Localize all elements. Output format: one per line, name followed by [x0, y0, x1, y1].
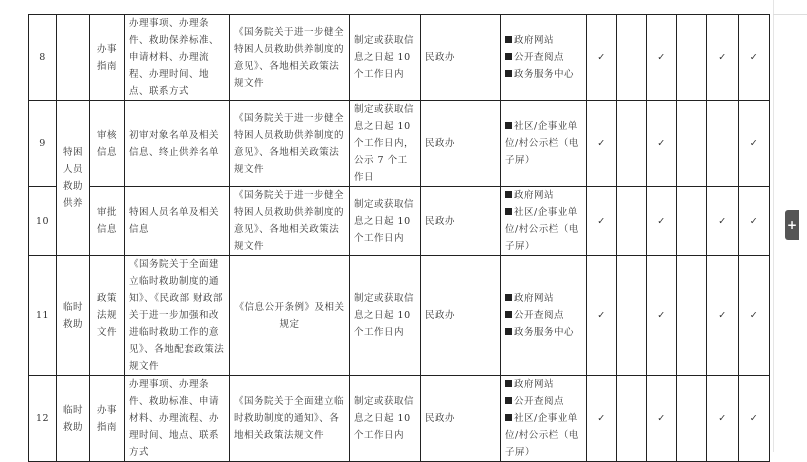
square-bullet-icon — [505, 36, 512, 43]
check-icon: ✓ — [587, 101, 617, 187]
table-row — [29, 187, 770, 256]
time-limit-cell: 制定或获取信息之日起 10 个工作日内 — [350, 256, 421, 376]
check-icon: ✓ — [739, 376, 770, 462]
row-number: 11 — [29, 256, 57, 376]
table-row — [29, 256, 770, 376]
disclosure-table — [28, 14, 770, 462]
channels-cell — [501, 101, 587, 187]
content-cell: 办理事项、办理条件、救助标准、申请材料、办理流程、办理时间、地点、联系方式 — [125, 376, 230, 462]
table-row — [29, 15, 770, 101]
check-icon: ✓ — [739, 15, 770, 101]
subcategory-cell: 审核信息 — [90, 101, 125, 187]
channel-item: 政府网站 — [505, 290, 582, 307]
check-cell — [677, 256, 707, 376]
square-bullet-icon — [505, 397, 512, 404]
check-cell — [617, 101, 647, 187]
basis-cell: 《国务院关于全面建立临时救助制度的通知》、各地相关政策法规文件 — [230, 376, 350, 462]
basis-cell: 《国务院关于进一步健全特困人员救助供养制度的意见》、各地相关政策法规文件 — [230, 15, 350, 101]
department-cell: 民政办 — [421, 256, 501, 376]
category-cell — [57, 15, 90, 101]
square-bullet-icon — [505, 208, 512, 215]
department-cell: 民政办 — [421, 15, 501, 101]
check-icon: ✓ — [707, 376, 739, 462]
page-edge — [773, 0, 774, 452]
check-icon: ✓ — [587, 15, 617, 101]
row-number: 8 — [29, 15, 57, 101]
check-icon: ✓ — [707, 187, 739, 256]
subcategory-cell: 办事指南 — [90, 15, 125, 101]
check-cell — [677, 187, 707, 256]
content-cell: 初审对象名单及相关信息、终止供养名单 — [125, 101, 230, 187]
check-cell — [617, 256, 647, 376]
side-expand-tab[interactable]: + — [785, 210, 799, 240]
channel-item: 社区/企事业单位/村公示栏（电子屏） — [505, 121, 579, 166]
square-bullet-icon — [505, 311, 512, 318]
department-cell: 民政办 — [421, 376, 501, 462]
check-cell — [677, 15, 707, 101]
row-number: 9 — [29, 101, 57, 187]
check-cell — [617, 376, 647, 462]
check-icon: ✓ — [587, 187, 617, 256]
channels-cell — [501, 376, 587, 462]
check-icon: ✓ — [647, 15, 677, 101]
channels-cell — [501, 15, 587, 101]
square-bullet-icon — [505, 53, 512, 60]
check-cell — [677, 376, 707, 462]
check-cell — [677, 101, 707, 187]
row-number: 12 — [29, 376, 57, 462]
page-rule — [773, 14, 807, 15]
check-icon: ✓ — [707, 256, 739, 376]
row-number: 10 — [29, 187, 57, 256]
channel-item: 社区/企事业单位/村公示栏（电子屏） — [505, 413, 579, 458]
basis-cell: 《国务院关于进一步健全特困人员救助供养制度的意见》、各地相关政策法规文件 — [230, 101, 350, 187]
department-cell: 民政办 — [421, 187, 501, 256]
check-icon: ✓ — [647, 376, 677, 462]
check-icon: ✓ — [739, 187, 770, 256]
square-bullet-icon — [505, 328, 512, 335]
check-icon: ✓ — [739, 101, 770, 187]
time-limit-cell: 制定或获取信息之日起 10 个工作日内 — [350, 376, 421, 462]
category-cell: 临时救助 — [57, 376, 90, 462]
square-bullet-icon — [505, 414, 512, 421]
channel-item: 政府网站 — [505, 187, 582, 204]
square-bullet-icon — [505, 294, 512, 301]
channels-cell — [501, 187, 587, 256]
check-icon: ✓ — [587, 256, 617, 376]
channel-item: 公开查阅点 — [505, 307, 582, 324]
check-cell — [617, 15, 647, 101]
basis-cell: 《信息公开条例》及相关规定 — [230, 256, 350, 376]
square-bullet-icon — [505, 122, 512, 129]
channel-item: 社区/企事业单位/村公示栏（电子屏） — [505, 207, 579, 252]
department-cell: 民政办 — [421, 101, 501, 187]
table-row — [29, 101, 770, 187]
check-icon: ✓ — [647, 256, 677, 376]
time-limit-cell: 制定或获取信息之日起 10 个工作日内，公示 7 个工作日 — [350, 101, 421, 187]
check-cell — [617, 187, 647, 256]
table-row — [29, 376, 770, 462]
time-limit-cell: 制定或获取信息之日起 10 个工作日内 — [350, 15, 421, 101]
channel-item: 政务服务中心 — [505, 66, 582, 83]
check-icon: ✓ — [739, 256, 770, 376]
channels-cell — [501, 256, 587, 376]
channel-item: 政务服务中心 — [505, 324, 582, 341]
content-cell: 特困人员名单及相关信息 — [125, 187, 230, 256]
channel-item: 公开查阅点 — [505, 49, 582, 66]
subcategory-cell: 政策法规文件 — [90, 256, 125, 376]
category-cell: 临时救助 — [57, 256, 90, 376]
content-cell: 《国务院关于全面建立临时救助制度的通知》、《民政部 财政部关于进一步加强和改进临时救助工作的意见》、各地配套政策法规文件 — [125, 256, 230, 376]
check-icon: ✓ — [647, 187, 677, 256]
channel-item: 政府网站 — [505, 376, 582, 393]
channel-item: 公开查阅点 — [505, 393, 582, 410]
check-icon: ✓ — [707, 15, 739, 101]
basis-cell: 《国务院关于进一步健全特困人员救助供养制度的意见》、各地相关政策法规文件 — [230, 187, 350, 256]
check-icon: ✓ — [587, 376, 617, 462]
content-cell: 办理事项、办理条件、救助保养标准、申请材料、办理流程、办理时间、地点、联系方式 — [125, 15, 230, 101]
check-cell — [707, 101, 739, 187]
time-limit-cell: 制定或获取信息之日起 10 个工作日内 — [350, 187, 421, 256]
subcategory-cell: 办事指南 — [90, 376, 125, 462]
square-bullet-icon — [505, 70, 512, 77]
check-icon: ✓ — [647, 101, 677, 187]
category-cell: 特困人员救助供养 — [57, 101, 90, 256]
square-bullet-icon — [505, 191, 512, 198]
square-bullet-icon — [505, 380, 512, 387]
subcategory-cell: 审批信息 — [90, 187, 125, 256]
channel-item: 政府网站 — [505, 32, 582, 49]
